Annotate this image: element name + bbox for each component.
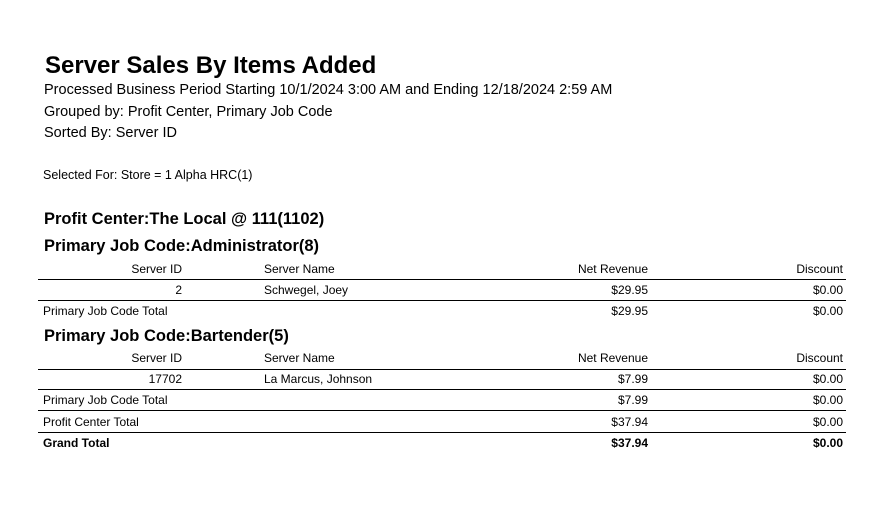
report-sorted-by: Sorted By: Server ID bbox=[44, 125, 177, 141]
grand-total-label: Grand Total bbox=[43, 436, 110, 450]
column-header-net-revenue: Net Revenue bbox=[577, 351, 648, 365]
cell-discount: $0.00 bbox=[812, 372, 843, 386]
column-header-discount: Discount bbox=[796, 262, 843, 276]
cell-server-name: Schwegel, Joey bbox=[264, 283, 349, 297]
divider bbox=[38, 410, 846, 411]
subtotal-label: Primary Job Code Total bbox=[43, 304, 168, 318]
divider bbox=[38, 389, 846, 390]
subtotal-net-revenue: $7.99 bbox=[617, 393, 648, 407]
grand-total-net-revenue: $37.94 bbox=[611, 436, 648, 450]
report-title: Server Sales By Items Added bbox=[45, 52, 377, 79]
column-header-server-name: Server Name bbox=[264, 351, 335, 365]
grand-total-discount: $0.00 bbox=[812, 436, 843, 450]
report-period: Processed Business Period Starting 10/1/2024 3:00 AM and Ending 12/18/2024 2:59 AM bbox=[44, 82, 613, 98]
column-header-net-revenue: Net Revenue bbox=[577, 262, 648, 276]
column-header-server-id: Server ID bbox=[131, 351, 182, 365]
profit-center-total-net-revenue: $37.94 bbox=[611, 415, 648, 429]
column-header-server-name: Server Name bbox=[264, 262, 335, 276]
cell-server-id: 2 bbox=[175, 283, 182, 297]
job-code-heading: Primary Job Code:Administrator(8) bbox=[44, 237, 320, 255]
subtotal-label: Primary Job Code Total bbox=[43, 393, 168, 407]
report-selected-for: Selected For: Store = 1 Alpha HRC(1) bbox=[43, 168, 253, 182]
cell-net-revenue: $7.99 bbox=[617, 372, 648, 386]
subtotal-discount: $0.00 bbox=[812, 304, 843, 318]
divider bbox=[38, 432, 846, 433]
cell-server-name: La Marcus, Johnson bbox=[264, 372, 373, 386]
column-header-discount: Discount bbox=[796, 351, 843, 365]
job-code-heading: Primary Job Code:Bartender(5) bbox=[44, 327, 289, 345]
divider bbox=[38, 369, 846, 370]
cell-discount: $0.00 bbox=[812, 283, 843, 297]
profit-center-total-discount: $0.00 bbox=[812, 415, 843, 429]
cell-server-id: 17702 bbox=[148, 372, 182, 386]
subtotal-discount: $0.00 bbox=[812, 393, 843, 407]
cell-net-revenue: $29.95 bbox=[611, 283, 648, 297]
subtotal-net-revenue: $29.95 bbox=[611, 304, 648, 318]
divider bbox=[38, 279, 846, 280]
profit-center-total-label: Profit Center Total bbox=[43, 415, 139, 429]
column-header-server-id: Server ID bbox=[131, 262, 182, 276]
profit-center-heading: Profit Center:The Local @ 111(1102) bbox=[44, 210, 325, 228]
divider bbox=[38, 300, 846, 301]
report-grouped-by: Grouped by: Profit Center, Primary Job Code bbox=[44, 104, 333, 120]
